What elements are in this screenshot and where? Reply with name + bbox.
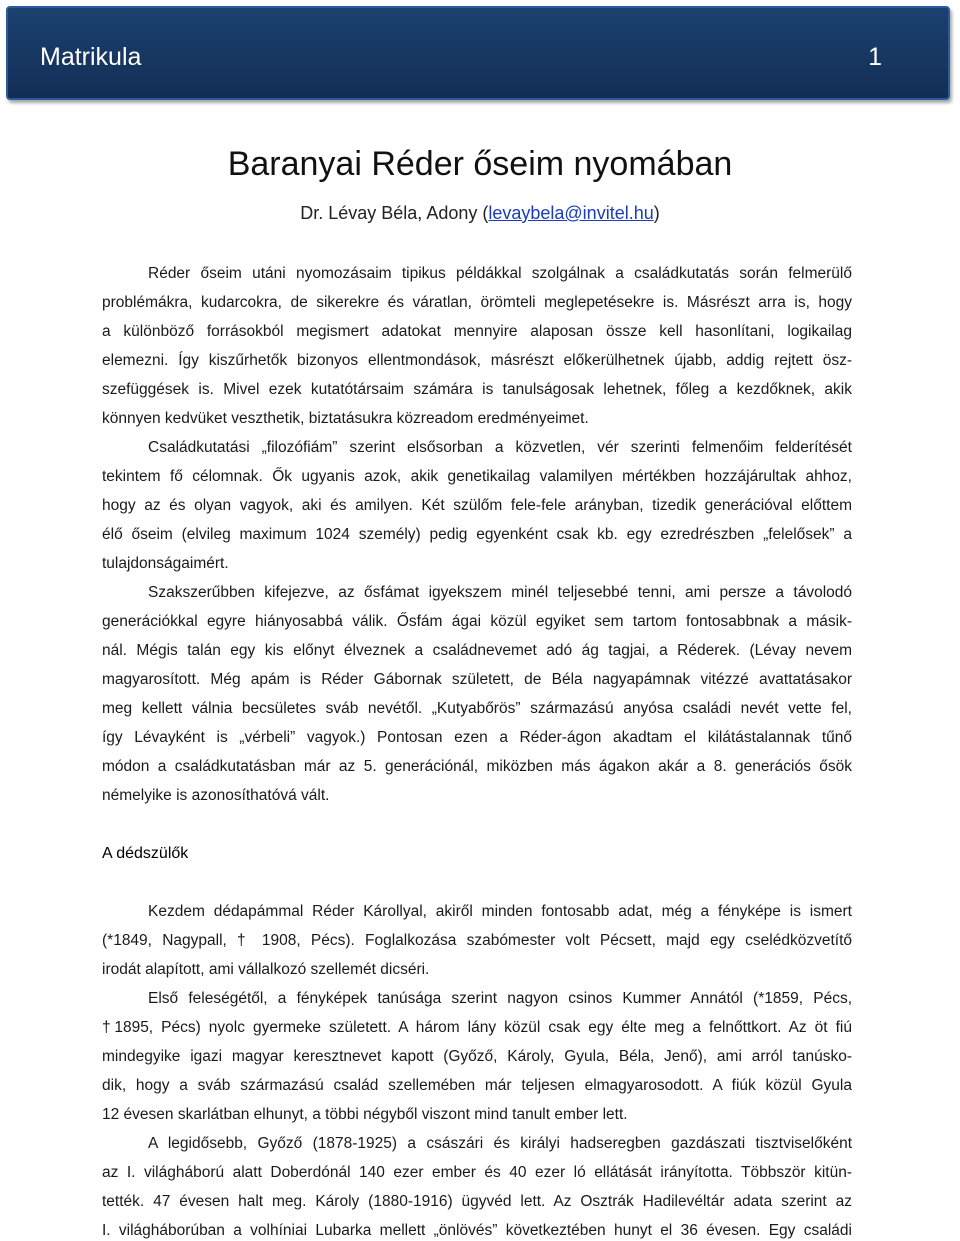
body-line: mindegyike igazi magyar keresztnevet kapott (Győző, Károly, Gyula, Béla, Jenő), ami arról tanúsko- — [102, 1048, 852, 1065]
body-line: szefüggések is. Mivel ezek kutatótársaim számára is tanulságosak lehetnek, főleg a kezdőknek, akik — [102, 381, 852, 398]
body-line: némelyike is azonosíthatóvá vált. — [102, 787, 330, 804]
body-line: generációkkal egyre hiányosabbá válik. Ősfám ágai közül egyiket sem tartom fontosabbnak a másik- — [102, 613, 852, 630]
body-line: irodát alapított, ami vállalkozó szellemét dicséri. — [102, 961, 430, 978]
body-line: Réder őseim utáni nyomozásaim tipikus példákkal szolgálnak a családkutatás során felmerülő — [148, 265, 852, 282]
body-line: Családkutatási „filozófiám” szerint elsősorban a közvetlen, vér szerinti felmenőim felderítését — [148, 439, 852, 456]
body-line: így Lévayként is „vérbeli” vagyok.) Pontosan ezen a Réder-ágon akadtam el kilátástalannak tűnő — [102, 729, 852, 746]
author-name: Dr. Lévay Béla, Adony ( — [300, 203, 489, 223]
body-line: módon a családkutatásban már az 5. generációnál, miközben más ágakon akár a 8. generációs ősök — [102, 758, 852, 775]
publication-title: Matrikula — [40, 43, 142, 71]
header-bar — [6, 6, 950, 100]
body-line: †1895, Pécs) nyolc gyermeke született. A három lány közül csak egy élte meg a felnőttkort. Az öt fiú — [102, 1019, 852, 1036]
body-line: Első feleségétől, a fényképek tanúsága szerint nagyon csinos Kummer Annától (*1859, Pécs, — [148, 990, 852, 1007]
article-title: Baranyai Réder őseim nyomában — [227, 145, 733, 183]
body-line: tették. 47 évesen halt meg. Károly (1880-1916) ügyvéd lett. Az Osztrák Hadilevéltár adata szerint az — [102, 1193, 852, 1210]
body-line: hogy az és olyan vagyok, aki és amilyen. Két szülőm fele-fele arányban, tizedik generációval előttem — [102, 497, 852, 514]
body-line: a különböző forrásokból megismert adatokat mennyire alaposan össze kell hasonlítani, logikailag — [102, 323, 852, 340]
author-line — [0, 203, 960, 224]
body-line: az I. világháború alatt Doberdónál 140 ezer ember és 40 ezer ló ellátását irányította. Többször kitün- — [102, 1164, 852, 1181]
author-suffix: ) — [653, 203, 660, 223]
author-email-link[interactable]: levaybela@invitel.hu — [488, 203, 654, 223]
body-line: dik, hogy a sváb származású család szellemében már teljesen elmagyarosodott. A fiúk közül Gyula — [102, 1077, 852, 1094]
body-line: könnyen kedvüket veszthetik, biztatásukra közreadom eredményeimet. — [102, 410, 589, 427]
body-line: magyarosított. Még apám is Réder Gábornak született, de Béla nagyapámnak vitézzé avattatásakor — [102, 671, 852, 688]
body-line: tekintem fő célomnak. Ők ugyanis azok, akik genetikailag valamilyen mértékben hozzájárultak ahhoz, — [102, 468, 852, 485]
body-line: tulajdonságaimért. — [102, 555, 229, 572]
body-line: nál. Mégis talán egy kis előnyt élveznek a családnevemet adó ág tagjai, a Réderek. (Lévay nevem — [102, 642, 852, 659]
body-line: 12 évesen skarlátban elhunyt, a többi négyből viszont mind tanult ember lett. — [102, 1106, 628, 1123]
body-line: meg kellett válnia becsületes sváb nevétől. „Kutyabőrös” származású anyósa családi nevét vette fel, — [102, 700, 852, 717]
body-line: A legidősebb, Győző (1878-1925) a császári és királyi hadseregben gazdászati tisztviselőként — [148, 1135, 852, 1152]
body-line: (*1849, Nagypall, † 1908, Pécs). Foglalkozása szabómester volt Pécsett, majd egy cselédközvetítő — [102, 932, 852, 949]
body-line: Kezdem dédapámmal Réder Károllyal, akiről minden fontosabb adat, még a fényképe is ismert — [148, 903, 852, 920]
body-line: Szakszerűbben kifejezve, az ősfámat igyekszem minél teljesebbé tenni, ami persze a távolodó — [148, 584, 852, 601]
section-heading: A dédszülők — [102, 845, 189, 862]
page-number: 1 — [868, 43, 882, 71]
body-line: élő őseim (elvileg maximum 1024 személy) pedig egyenként csak kb. egy ezredrészben „felelősek” a — [102, 526, 852, 543]
body-line: elemezni. Így kiszűrhetők bizonyos ellentmondások, másrészt előkerülhetnek újabb, addig rejtett ösz- — [102, 352, 852, 369]
body-line: problémákra, kudarcokra, de sikerekre és váratlan, örömteli meglepetésekre is. Másrészt arra is, hogy — [102, 294, 852, 311]
body-line: I. világháborúban a volhíniai Lubarka mellett „önlövés” következtében hunyt el 36 évesen. Egy családi — [102, 1222, 852, 1239]
